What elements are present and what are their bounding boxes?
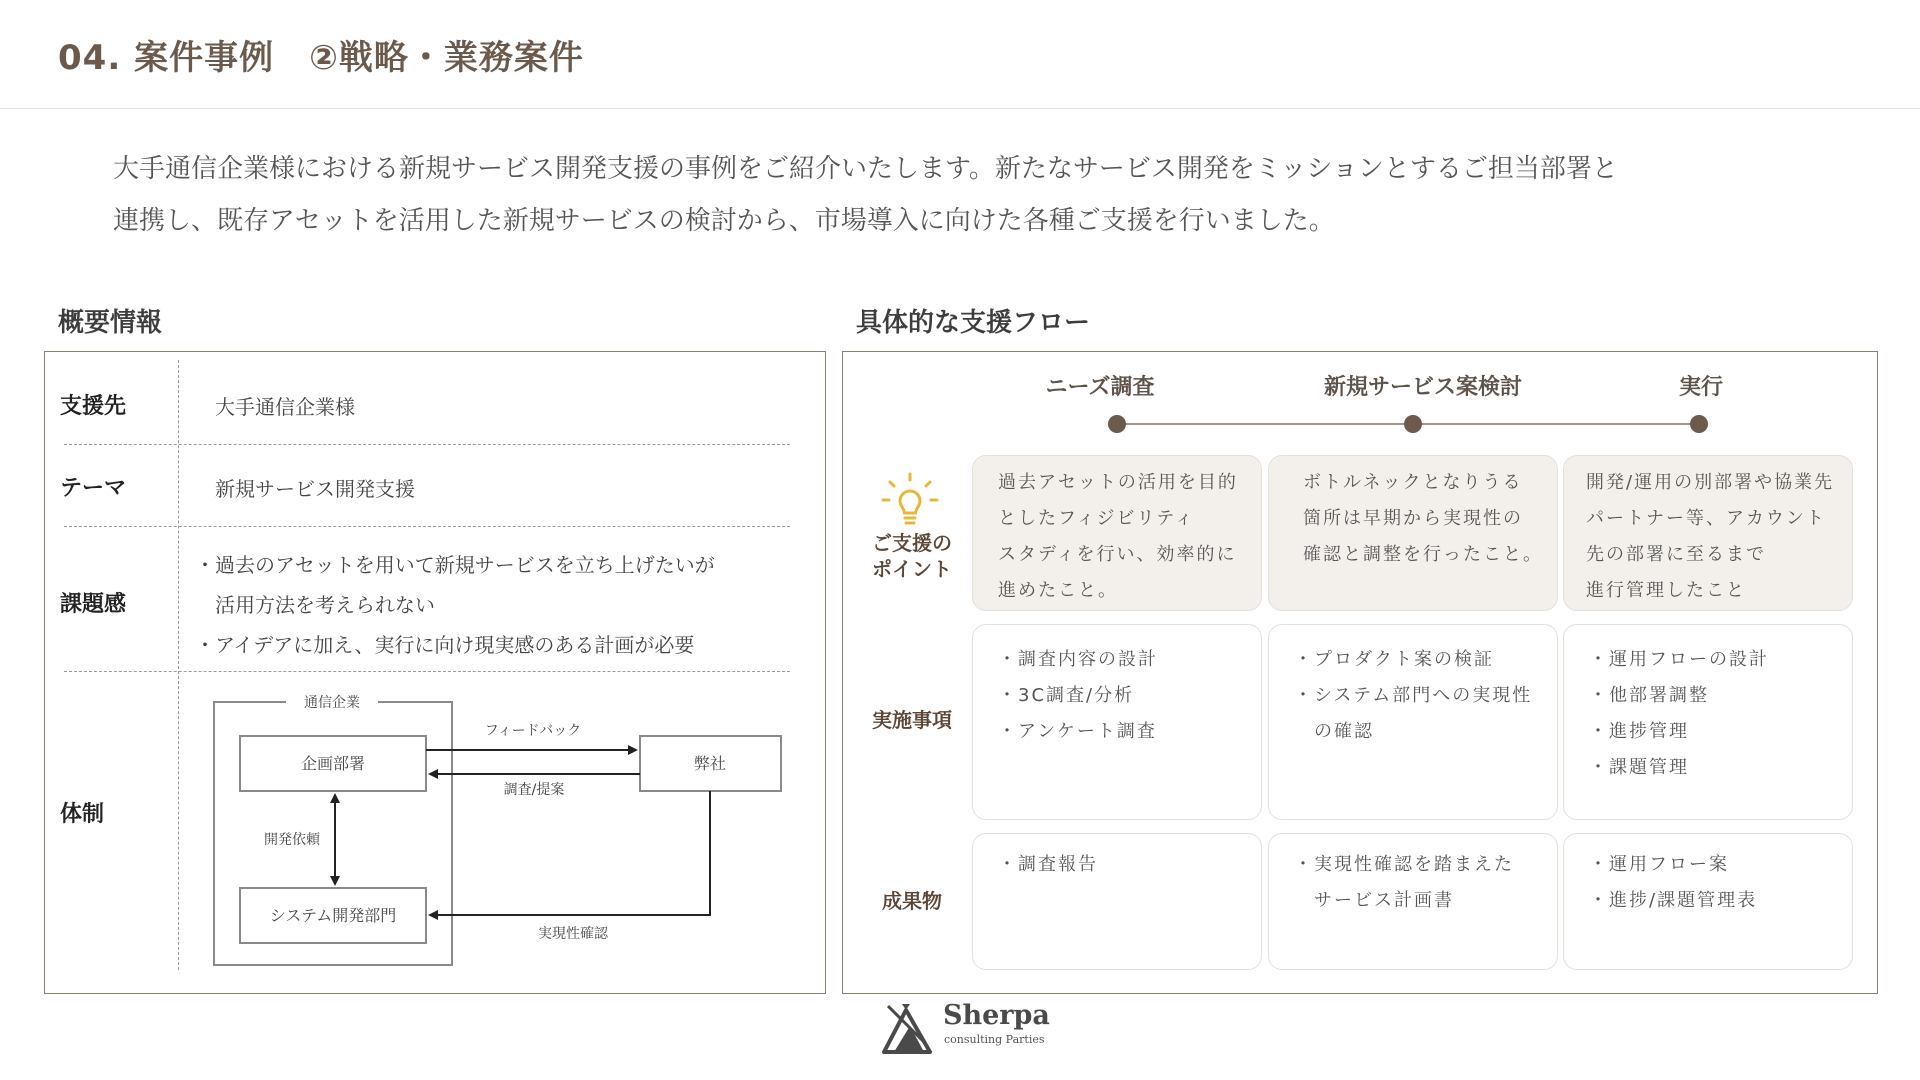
sherpa-logo-name: Sherpa [943, 1000, 1050, 1031]
timeline-dot [1108, 415, 1126, 433]
row-label-line: ポイント [872, 557, 952, 581]
row-label-line: ご支援の [872, 531, 952, 555]
card-line: ・進捗管理 [1589, 721, 1689, 742]
card-line: ・システム部門への実現性 [1294, 685, 1533, 706]
card-line: 先の部署に至るまで [1586, 544, 1766, 565]
issue-line: 活用方法を考えられない [195, 593, 435, 617]
card-line: パートナー等、アカウント [1586, 508, 1826, 529]
row-label-points [862, 530, 962, 582]
deliverable-card-service [1268, 833, 1558, 970]
card-line: 開発/運用の別部署や協業先 [1586, 472, 1835, 493]
card-line: 進めたこと。 [998, 580, 1118, 601]
action-card-needs [972, 624, 1262, 820]
overview-label-structure: 体制 [60, 802, 105, 827]
card-line: ・運用フロー案 [1589, 854, 1729, 875]
card-line: ・進捗/課題管理表 [1589, 890, 1758, 911]
overview-label-theme: テーマ [60, 476, 127, 501]
overview-issues-list [195, 545, 715, 665]
card-line: 箇所は早期から実現性の [1303, 508, 1523, 529]
card-line: ・他部署調整 [1589, 685, 1709, 706]
feedback-label: フィードバック [484, 723, 582, 739]
intro-line-2: 連携し、既存アセットを活用した新規サービスの検討から、市場導入に向けた各種ご支援を行いました。 [113, 206, 1335, 236]
header-divider [0, 108, 1920, 109]
timeline-dot [1404, 415, 1422, 433]
overview-value-client: 大手通信企業様 [215, 395, 355, 419]
card-line: ・課題管理 [1589, 757, 1689, 778]
card-line: 確認と調整を行ったこと。 [1303, 544, 1543, 565]
card-line: ・実現性確認を踏まえた [1294, 854, 1514, 875]
card-line: ・3C調査/分析 [998, 685, 1135, 706]
survey-proposal-label: 調査/提案 [503, 782, 565, 798]
phase-timeline [1100, 410, 1720, 438]
flow-section-title: 具体的な支援フロー [856, 308, 1091, 338]
action-card-execution [1563, 624, 1853, 820]
overview-label-issues: 課題感 [60, 592, 127, 617]
card-line: ・調査報告 [998, 854, 1098, 875]
row-label-actions: 実施事項 [872, 708, 952, 732]
overview-section-title: 概要情報 [58, 308, 163, 338]
phase-execution: 実行 [1678, 375, 1724, 400]
dev-request-label: 開発依頼 [264, 832, 320, 848]
overview-value-theme: 新規サービス開発支援 [215, 477, 415, 501]
timeline-dot [1690, 415, 1708, 433]
overview-label-client: 支援先 [60, 394, 127, 419]
structure-diagram [200, 680, 790, 980]
issue-line: ・アイデアに加え、実行に向け現実感のある計画が必要 [195, 633, 695, 657]
feasibility-check-label: 実現性確認 [538, 926, 608, 942]
phase-new-service: 新規サービス案検討 [1323, 375, 1523, 400]
overview-row-theme [64, 444, 790, 527]
page-title: 04. 案件事例 ②戦略・業務案件 [58, 38, 584, 78]
row-label-deliverables: 成果物 [882, 889, 942, 913]
card-line: ・プロダクト案の検証 [1294, 649, 1494, 670]
point-card-execution [1563, 455, 1853, 611]
card-line: スタディを行い、効率的に [998, 544, 1237, 565]
action-card-service [1268, 624, 1558, 820]
card-line: 過去アセットの活用を目的 [998, 472, 1238, 493]
planning-dept-label: 企画部署 [300, 754, 366, 773]
deliverable-card-needs [972, 833, 1262, 970]
intro-text [113, 143, 1813, 247]
lightbulb-icon [878, 470, 942, 534]
intro-line-1: 大手通信企業様における新規サービス開発支援の事例をご紹介いたします。新たなサービス開発をミッションとするご担当部署と [113, 154, 1618, 184]
deliverable-card-execution [1563, 833, 1853, 970]
card-line: ・アンケート調査 [998, 721, 1157, 742]
issue-line: ・過去のアセットを用いて新規サービスを立ち上げたいが [195, 553, 715, 577]
card-line: 進行管理したこと [1586, 580, 1746, 601]
overview-row-client [64, 362, 790, 445]
card-line: としたフィジビリティ [998, 508, 1195, 529]
point-card-needs [972, 455, 1262, 611]
card-line: ボトルネックとなりうる [1303, 472, 1523, 493]
system-dept-label: システム開発部門 [269, 906, 397, 925]
telecom-group-label: 通信企業 [304, 695, 360, 711]
card-line: ・運用フローの設計 [1589, 649, 1769, 670]
card-line: の確認 [1294, 721, 1374, 742]
phase-needs-survey: ニーズ調査 [1045, 375, 1155, 400]
point-card-service [1268, 455, 1558, 611]
sherpa-logo-subtitle: consulting Parties [944, 1033, 1045, 1046]
sherpa-mountain-logo-icon [880, 1000, 936, 1056]
card-line: サービス計画書 [1294, 890, 1454, 911]
card-line: ・調査内容の設計 [998, 649, 1158, 670]
our-company-label: 弊社 [693, 754, 727, 773]
feasibility-check-arrow [430, 791, 710, 915]
